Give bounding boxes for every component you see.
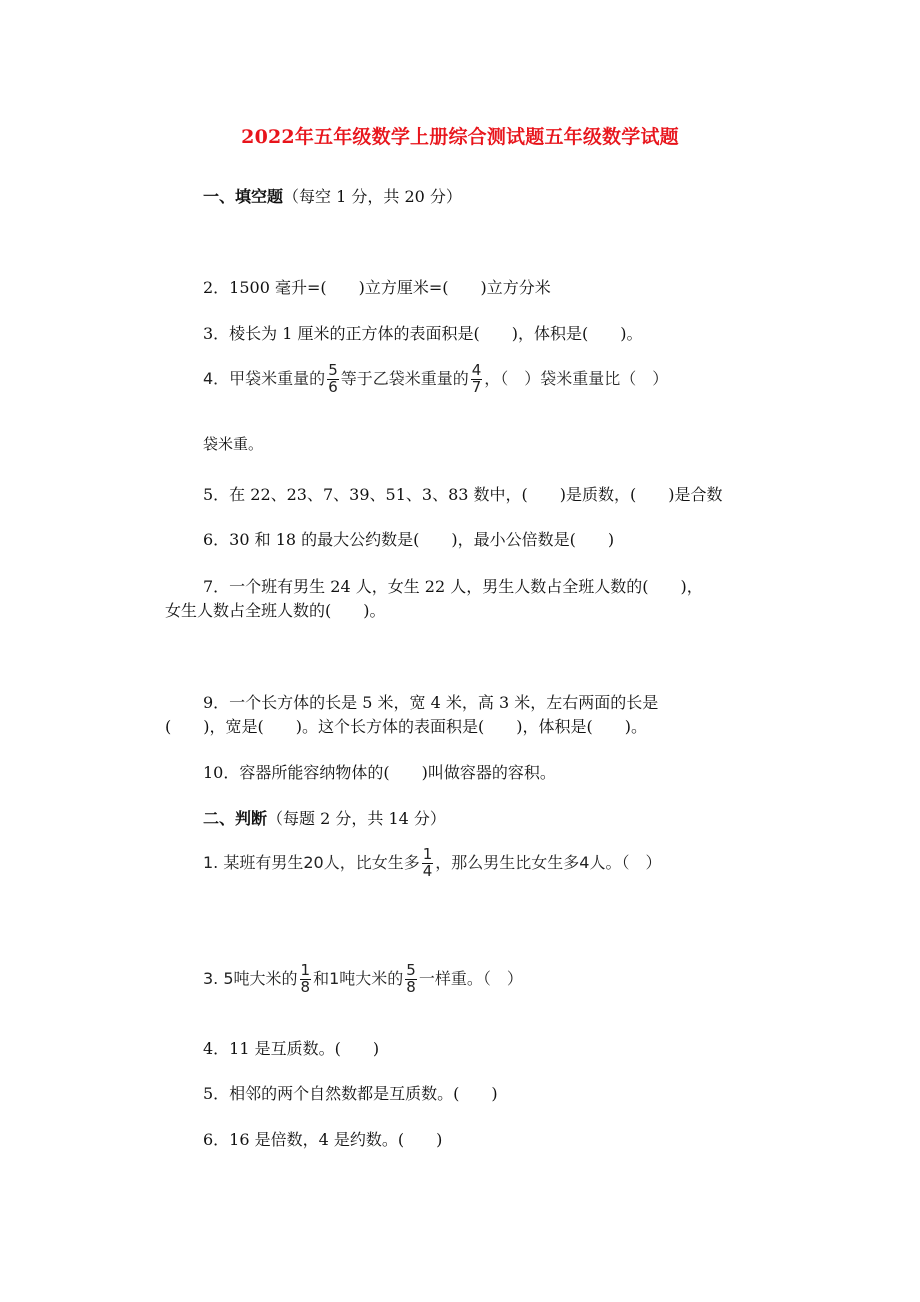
fraction-numerator: 5 [406, 961, 416, 979]
fraction-denominator: 7 [471, 377, 482, 396]
fraction-one-quarter [422, 847, 434, 880]
question-fill-9-line1: 9．一个长方体的长是 5 米，宽 4 米，高 3 米，左右两面的长是 [203, 693, 659, 712]
q4-text-b: 等于乙袋米重量的 [340, 368, 469, 388]
section2-heading-points: （每题 2 分，共 14 分） [267, 809, 446, 828]
question-judge-5: 5．相邻的两个自然数都是互质数。( ) [203, 1084, 498, 1103]
section2-heading-label: 二、判断 [203, 809, 268, 828]
fraction-numerator: 1 [300, 961, 311, 979]
question-fill-9-line2: ( )，宽是( )。这个长方体的表面积是( )，体积是( )。 [165, 717, 647, 736]
section1-heading-points: （每空 1 分，共 20 分） [283, 187, 462, 206]
section1-heading-label: 一、填空题 [203, 187, 284, 206]
judge3-text-b: 和1吨大米的 [313, 968, 404, 988]
fraction-five-sixths [327, 363, 339, 396]
question-fill-4 [203, 363, 668, 396]
fraction-denominator: 4 [422, 861, 433, 880]
judge3-text-c: 一样重。（ ） [418, 968, 523, 988]
question-fill-7-line2: 女生人数占全班人数的( )。 [165, 601, 386, 620]
question-fill-10: 10．容器所能容纳物体的( )叫做容器的容积。 [203, 763, 556, 782]
section2-heading [203, 806, 446, 829]
fraction-four-sevenths [471, 363, 483, 396]
q4-text-c: ，（ ）袋米重量比（ ） [484, 368, 669, 388]
judge1-text-b: ，那么男生比女生多4人。（ ） [435, 852, 662, 872]
question-fill-5: 5．在 22、23、7、39、51、3、83 数中，( )是质数，( )是合数 [203, 485, 723, 504]
fraction-denominator: 8 [406, 977, 416, 996]
fraction-one-eighth [300, 963, 312, 996]
question-fill-6: 6．30 和 18 的最大公约数是( )，最小公倍数是( ) [203, 530, 615, 549]
question-judge-1 [203, 847, 661, 880]
fraction-numerator: 4 [471, 361, 482, 379]
question-judge-6: 6．16 是倍数，4 是约数。( ) [203, 1130, 443, 1149]
question-judge-3 [203, 963, 523, 996]
judge1-text-a: 1. 某班有男生20人，比女生多 [203, 852, 420, 872]
fraction-numerator: 1 [422, 845, 433, 863]
fraction-denominator: 6 [328, 377, 338, 396]
fraction-denominator: 8 [300, 977, 311, 996]
fraction-numerator: 5 [328, 361, 338, 379]
q4-text-a: 4．甲袋米重量的 [203, 368, 326, 388]
question-fill-2: 2．1500 毫升=( )立方厘米=( )立方分米 [203, 278, 551, 297]
section1-heading [203, 184, 462, 207]
question-fill-7-line1: 7．一个班有男生 24 人，女生 22 人，男生人数占全班人数的( )， [203, 577, 703, 596]
fraction-five-eighths [405, 963, 417, 996]
document-title: 2022年五年级数学上册综合测试题五年级数学试题 [241, 126, 679, 148]
question-fill-3: 3．棱长为 1 厘米的正方体的表面积是( )，体积是( )。 [203, 324, 643, 343]
question-judge-4: 4．11 是互质数。( ) [203, 1039, 380, 1058]
question-fill-4-continued: 袋米重。 [203, 435, 264, 453]
judge3-text-a: 3. 5吨大米的 [203, 968, 298, 988]
